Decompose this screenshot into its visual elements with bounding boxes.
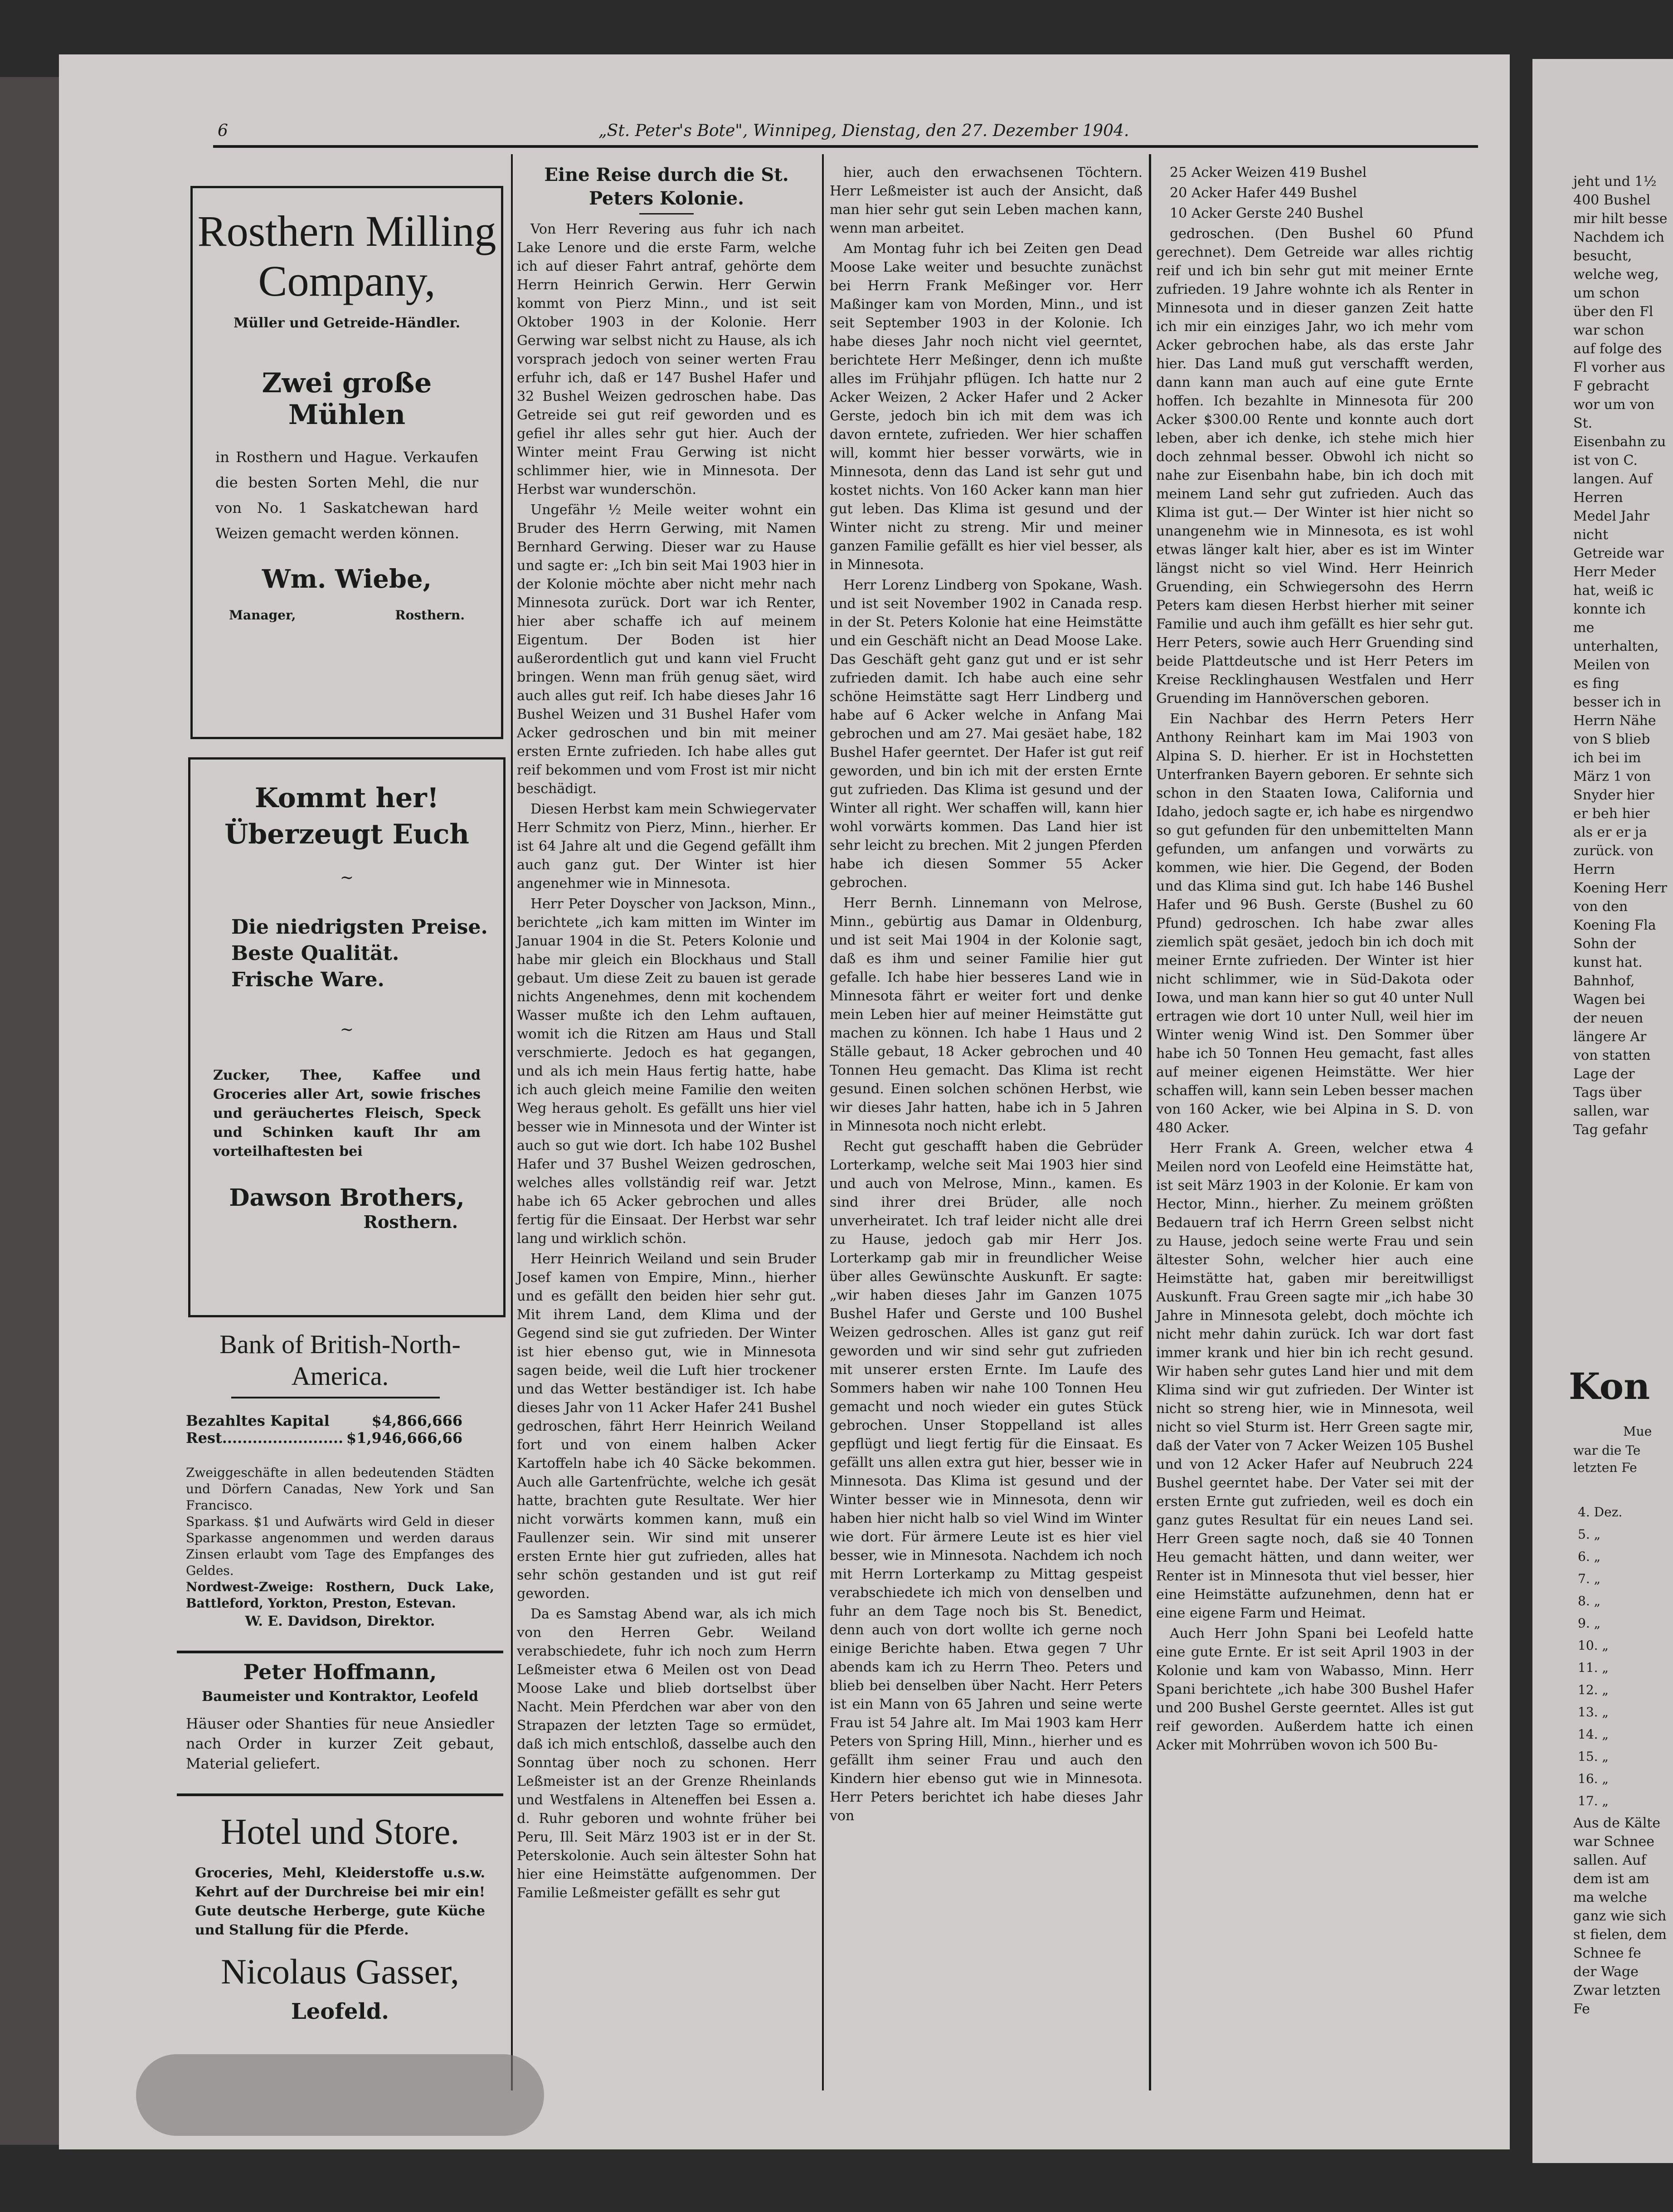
ad-role: Manager, — [229, 608, 296, 623]
gasser-ad — [177, 1809, 503, 2063]
ad-trade: Baumeister und Kontraktor, Leofeld — [201, 1689, 479, 1705]
ad-line-3: Frische Ware. — [231, 968, 384, 991]
ad-body: Groceries, Mehl, Kleiderstoffe u.s.w. Kehrt auf der Durchreise bei mir ein! Gute deutsche Herberge, gute Küche und Stallung für die Pferde. — [195, 1865, 485, 1938]
paid-capital-value: $4,866,666 — [371, 1412, 462, 1429]
article-paragraph: hier, auch den erwachsenen Töchtern. Herr Leßmeister ist auch der Ansicht, daß man hier sehr gut sein Leben machen kann, wenn man arbeitet. — [830, 165, 1143, 236]
article-paragraph: Recht gut geschafft haben die Gebrüder Lorterkamp, welche seit Mai 1903 hier sind und auch von Melrose, Minn., kamen. Es sind ihrer drei Brüder, alle noch unverheiratet. Ich traf leider nicht alle drei zu Hause, jedoch gab mir Herr Jos. Lorterkamp gab mir in freundlicher Weise über alles Gewünschte Auskunft. Er sagte: „wir haben dieses Jahr im Ganzen 1075 Bushel Hafer und Gerste und 100 Bushel Weizen gedroschen. Alles ist ganz gut reif geworden und wir sind sehr gut zufrieden mit unserer ersten Ernte. Im Laufe des Sommers haben wir nahe 100 Tonnen Heu gemacht und noch wieder ein gutes Stück gebrochen. Unser Stoppelland ist alles gepflügt und liegt fertig für die Einsaat. Es gefällt uns allen extra gut hier, besser wie in Minnesota. Das Klima ist gesund und der Winter besser wie in Minnesota, denn wir haben hier nicht halb so viel Wind im Winter wie dort. Für ärmere Leute ist es hier viel besser, wie in Minnesota. Nachdem ich noch mit Herrn Lorterkamp zu Mittag gespeist verabschiedete ich mich von denselben und fuhr an dem Tage noch bis St. Benedict, denn auch von dort wollte ich gerne noch einige Berichte haben. Etwa gegen 7 Uhr abends kam ich zu Herrn Theo. Peters und blieb bei denselben über Nacht. Herr Peters ist ein Mann von 65 Jahren und seine werte Frau ist 54 Jahre alt. Im Mai 1903 kam Herr Peters von Spring Hill, Minn., hierher und es gefällt ihm seiner Frau und auch den Kindern hier ebenso gut wie in Minnesota. Herr Peters berichtet ich habe dieses Jahr von — [830, 1139, 1143, 1824]
bank-ad — [177, 1329, 503, 1637]
ad-body: Häuser oder Shanties für neue Ansiedler nach Order in kurzer Zeit gebaut, Material geliefert. — [186, 1715, 494, 1772]
ornament-icon: ~ — [340, 1020, 354, 1039]
bank-body-2: Sparkass. $1 und Aufwärts wird Geld in dieser Sparkasse angenommen und werden daraus Zinsen erlaubt vom Tage des Empfanges des Geldes. — [186, 1514, 494, 1578]
rest-label: Rest........................ — [186, 1429, 344, 1447]
ad-headline-2: Mühlen — [288, 399, 406, 431]
ad-line-1: Die niedrigsten Preise. — [231, 916, 488, 939]
ad-name: Dawson Brothers, — [229, 1184, 465, 1212]
bank-body-3: Nordwest-Zweige: Rosthern, Duck Lake, Battleford, Yorkton, Preston, Estevan. — [186, 1579, 494, 1611]
newspaper-title: „St. Peter's Bote", Winnipeg, Dienstag, den 27. Dezember 1904. — [598, 122, 1129, 140]
divider — [177, 1793, 503, 1796]
divider — [639, 213, 694, 214]
article-column-1 — [517, 163, 816, 1904]
article-paragraph: Herr Bernh. Linnemann von Melrose, Minn., gebürtig aus Damar in Oldenburg, und ist seit Mai 1904 in der Kolonie sagt, daß es ihm und seiner Familie hier gut gefalle. Ich habe hier besseres Land wie in Minnesota fährt er weiter fort und denke mein Leben hier auf meiner Heimstätte gut machen zu können. Ich habe 1 Haus und 2 Ställe gebaut, 18 Acker gebrochen und 40 Tonnen Heu gemacht. Das Klima ist recht gesund. Einen solchen schönen Herbst, wie wir dieses Jahr hatten, habe ich in 5 Jahren in Minnesota noch nicht erlebt. — [830, 895, 1143, 1134]
ad-place: Rosthern. — [363, 1212, 458, 1232]
bank-name: Bank of British-North-America. — [219, 1330, 461, 1391]
hoffmann-ad — [177, 1655, 503, 1791]
ornament-icon: ~ — [340, 868, 354, 887]
ad-body: in Rosthern und Hague. Verkaufen die besten Sorten Mehl, die nur von No. 1 Saskatchewan hard Weizen gemacht werden können. — [215, 448, 478, 542]
date-row: 10. „ — [1578, 1638, 1609, 1653]
date-row: 7. „ — [1578, 1571, 1601, 1586]
date-row: 6. „ — [1578, 1549, 1601, 1564]
ad-headline-1: Zwei große — [262, 367, 432, 399]
article-title: Eine Reise durch die St. Peters Kolonie. — [544, 164, 789, 209]
article-paragraph: Herr Peter Doyscher von Jackson, Minn., berichtete „ich kam mitten im Winter im Januar 1904 in die St. Peters Kolonie und habe mir gleich ein Blockhaus und Stall gebaut. Um diese Zeit zu bauen ist gerade nichts Angenehmes, denn mit kochendem Wasser mußte ich den Lehm auftauen, womit ich die Ritzen am Haus und Stall verschmierte. Jedoch es hat gegangen, und als ich mein Haus fertig hatte, habe ich auch gleich meine Familie den weiten Weg heraus geholt. Es gefällt uns hier viel besser wie in Minnesota und der Winter ist auch so gut wie dort. Ich habe 102 Bushel Hafer und 37 Bushel Weizen gedroschen, welches alles vollständig reif war. Jetzt habe ich 65 Acker gebrochen und alles fertig für die Einsaat. Der Herbst war sehr lang und wirklich schön. — [517, 896, 816, 1247]
ad-line-2: Beste Qualität. — [231, 942, 399, 965]
article-paragraph: Herr Heinrich Weiland und sein Bruder Josef kamen von Empire, Minn., hierher und es gefällt den beiden hier sehr gut. Mit ihrem Land, dem Klima und der Gegend sind sie gut zufrieden. Der Winter ist hier ebenso gut, wie in Minnesota sagen beide, weil die Luft hier trockener und das Wetter beständiger ist. Ich habe dieses Jahr von 11 Acker Hafer 241 Bushel gedroschen, fährt Herr Heinrich Weiland fort und von einem halben Acker Kartoffeln habe ich 40 Säcke bekommen. Auch alle Gartenfrüchte, welche ich gesät hatte, brachten gute Resultate. Wer hier nicht vorwärts kommen kann, muß ein Faullenzer sein. Wir sind mit unserer ersten Ernte hier gut zufrieden, alles hat sehr schön gestanden und ist gut reif geworden. — [517, 1251, 816, 1602]
article-paragraph: Am Montag fuhr ich bei Zeiten gen Dead Moose Lake weiter und besuchte zunächst bei Herrn Frank Meßinger vor. Herr Maßinger kam von Morden, Minn., und ist seit September 1903 in der Kolonie. Ich habe dieses Jahr noch nicht viel geerntet, berichtete Herr Meßinger, denn ich mußte alles im Frühjahr pflügen. Ich hatte nur 2 Acker Weizen, 2 Acker Hafer und 2 Acker Gerste, jedoch bin ich mit dem was ich davon erntete, zufrieden. Wer hier schaffen will, kommt hier besser vorwärts, wie in Minnesota, denn das Land ist sehr gut und kostet nichts. Von 160 Acker kann man hier gut leben. Das Klima ist gesund und der Winter nicht zu streng. Mir und meiner ganzen Familie gefällt es hier viel besser, als in Minnesota. — [830, 241, 1143, 573]
next-page-column-1: jeht und 1½ 400 Bushel mir hilt besse Nachdem ich besucht, welche weg, um schon über den Fl war schon auf folge des Fl vorher aus F gebracht wor um von St. Eisenbahn zu ist von C. langen. Auf Herren Medel Jahr nicht Getreide war Herr Meder hat, weiß ic konnte ich me unterhalten, Meilen von es fing besser ich in Herrn Nähe von S blieb ich bei im März 1 von Snyder hier er beh hier als er er ja zurück. von Herrn Koening Herr von den Koening Fla Sohn der kunst hat. Bahnhof, Wagen bei der neuen längere Ar von statten Lage der Tags über sallen, war Tag gefahr — [1573, 174, 1668, 1138]
date-row: 11. „ — [1578, 1660, 1609, 1675]
article-paragraph: Ungefähr ½ Meile weiter wohnt ein Bruder des Herrn Gerwing, mit Namen Bernhard Gerwing. Dieser war zu Hause und sagte er: „Ich bin seit Mai 1903 hier in der Kolonie möchte aber nicht mehr nach Minnesota zurück. Dort war ich Renter, hier aber schaffe ich auf meinem Eigentum. Der Boden ist hier außerordentlich gut und kann viel Frucht bringen. Wenn man früh genug säet, wird auch alles gut reif. Ich habe dieses Jahr 16 Bushel Weizen und 31 Bushel Hafer vom Acker gedroschen und bin mit meiner ersten Ernte zufrieden. Ich habe alles gut reif bekommen und vom Frost ist mir nicht beschädigt. — [517, 502, 816, 797]
date-row: 4. Dez. — [1578, 1505, 1623, 1520]
next-page-sub2: war die Te letzten Fe — [1573, 1443, 1641, 1475]
article-paragraph: 10 Acker Gerste 240 Bushel — [1170, 205, 1364, 221]
date-row: 9. „ — [1578, 1616, 1601, 1631]
date-row: 5. „ — [1578, 1527, 1601, 1542]
ad-headline-2: Überzeugt Euch — [224, 819, 469, 850]
next-page-heading: Kon — [1569, 1365, 1650, 1408]
date-row: 16. „ — [1578, 1771, 1609, 1786]
date-row: 8. „ — [1578, 1593, 1601, 1608]
paid-capital-label: Bezahltes Kapital — [186, 1412, 330, 1429]
date-row: 14. „ — [1578, 1727, 1609, 1742]
ad-place: Rosthern. — [395, 608, 465, 623]
divider — [231, 1397, 440, 1398]
ad-headline-1: Kommt her! — [254, 782, 439, 814]
date-row: 12. „ — [1578, 1682, 1609, 1697]
article-paragraph: Herr Frank A. Green, welcher etwa 4 Meilen nord von Leofeld eine Heimstätte hat, ist seit März 1903 in der Kolonie. Er kam von Hector, Minn., hierher. Zu meinem größten Bedauern traf ich Herrn Green selbst nicht zu Hause, jedoch seine werte Frau und sein ältester Sohn, welcher hier auch eine Heimstätte hat, gaben mir bereitwilligst Auskunft. Frau Green sagte mir „ich habe 30 Jahre in Minnesota gelebt, doch möchte ich nicht mehr dahin zurück. Ich war dort fast immer krank und hier bin ich recht gesund. Wir haben sehr gutes Land hier und mit dem Klima sind wir gut zufrieden. Der Winter ist nicht so streng hier, wie in Minnesota, weil nicht so viel Sturm ist. Herr Green sagte mir, daß der Vater von 7 Acker Weizen 105 Bushel und von 12 Acker Hafer auf Neubruch 224 Bushel geerntet habe. Der Vater sei mit der ersten Ernte gut zufrieden, weil es doch ein ganz gutes Resultat für ein neues Land sei. Herr Green sagte noch, daß sie 40 Tonnen Heu gemacht hätten, und dann weiter, wer Renter ist in Minnesota thut viel besser, hier eine Heimstätte aufzunehmen, denn hat er eine eigene Farm und Heimat. — [1156, 1140, 1474, 1621]
article-paragraph: Diesen Herbst kam mein Schwiegervater Herr Schmitz von Pierz, Minn., hierher. Er ist 64 Jahre alt und die Gegend gefällt ihm auch ganz gut. Der Winter ist hier angenehmer wie in Minnesota. — [517, 801, 816, 892]
article-paragraph: 25 Acker Weizen 419 Bushel — [1170, 165, 1367, 180]
rest-value: $1,946,666,66 — [346, 1429, 462, 1447]
next-page-dates — [1578, 1501, 1668, 1812]
date-row: 13. „ — [1578, 1705, 1609, 1720]
bank-body-1: Zweiggeschäfte in allen bedeutenden Städten und Dörfern Canadas, New York und San Francisco. — [186, 1465, 494, 1513]
column-rule-1 — [511, 154, 513, 2090]
page-number: 6 — [218, 122, 228, 140]
date-row: 15. „ — [1578, 1749, 1609, 1764]
article-column-3 — [1156, 163, 1474, 1756]
thumb-shadow — [136, 2054, 544, 2136]
ad-place: Leofeld. — [291, 1999, 389, 2024]
article-paragraph: Herr Lorenz Lindberg von Spokane, Wash. und ist seit November 1902 in Canada resp. in der St. Peters Kolonie hat eine Heimstätte und ein Geschäft nicht an Dead Moose Lake. Das Geschäft geht ganz gut und er ist sehr zufrieden damit. Ich habe auch eine sehr schöne Heimstätte sagt Herr Lindberg und habe auf 6 Acker welche in Anfang Mai gebrochen und am 27. Mai gesäet habe, 182 Bushel Hafer geerntet. Der Hafer ist gut reif geworden, und bin ich mit der ersten Ernte gut zufrieden. Das Klima ist gesund und der Winter all right. Wer schaffen will, kann hier wohl vorwärts kommen. Das Land hier ist sehr leicht zu brechen. Mit 2 jungen Pferden habe ich diesen Sommer 55 Acker gebrochen. — [830, 577, 1143, 891]
page-header — [218, 122, 1460, 142]
column-rule-3 — [1149, 154, 1151, 2090]
bank-director: W. E. Davidson, Direktor. — [245, 1613, 435, 1629]
next-page-strip — [1532, 59, 1673, 2163]
article-column-2 — [830, 163, 1143, 1827]
ad-person: Wm. Wiebe, — [262, 564, 432, 594]
ad-body: Zucker, Thee, Kaffee und Groceries aller Art, sowie frisches und geräuchertes Fleisch, Speck und Schinken kauft Ihr am vorteilhaftesten bei — [213, 1067, 481, 1160]
ad-company-name-1: Rosthern Milling — [197, 207, 496, 255]
article-paragraph: 20 Acker Hafer 449 Bushel — [1170, 185, 1357, 201]
next-page-column-2: Aus de Kälte war Schnee sallen. Auf dem ist am ma welche ganz wie sich st fielen, dem Schnee fe der Wage Zwar letzten Fe — [1573, 1815, 1667, 2017]
column-rule-2 — [822, 154, 824, 2090]
article-paragraph: gedroschen. (Den Bushel 60 Pfund gerechnet). Dem Getreide war alles richtig reif und ich bin sehr gut mit meiner Ernte zufrieden. 19 Jahre wohnte ich als Renter in Minnesota und in dieser ganzen Zeit hatte ich mir ein einziges Jahr, wo ich mehr vom Acker gebrochen habe, als das erste Jahr hier. Das Land muß gut verschafft werden, dann kann man auch auf eine gute Ernte hoffen. Ich bezahlte in Minnesota für 200 Acker $300.00 Rente und konnte auch dort leben, aber ich denke, ich stehe mich hier doch zehnmal besser. Obwohl ich nicht so nahe zur Eisenbahn habe, bin ich doch mit meinem Land sehr gut zufrieden. Auch das Klima ist gut.— Der Winter ist hier nicht so unangenehm wie in Minnesota, es ist wohl etwas länger kalt hier, aber es ist im Winter längst nicht so viel Wind. Herr Heinrich Gruending, ein Schwiegersohn des Herrn Peters kam diesen Herbst hierher mit seiner Familie und auch ihm gefällt es hier sehr gut. Herr Peters, sowie auch Herr Gruending sind beide Plattdeutsche und ist Herr Peters im Kreise Recklinghausen Westfalen und Herr Gruending im Hannöverschen geboren. — [1156, 226, 1474, 706]
divider — [177, 1651, 503, 1653]
date-row: 17. „ — [1578, 1793, 1609, 1808]
ad-name: Nicolaus Gasser, — [221, 1952, 459, 1991]
article-paragraph: Auch Herr John Spani bei Leofeld hatte eine gute Ernte. Er ist seit April 1903 in der Kolonie und kam von Wabasso, Minn. Herr Spani berichtete „ich habe 300 Bushel Hafer und 200 Bushel Gerste geerntet. Alles ist gut reif geworden. Außerdem hatte ich einen Acker mit Mohrrüben wovon ich 500 Bu- — [1156, 1626, 1474, 1753]
article-column-1-body — [517, 220, 816, 1902]
ad-headline: Hotel und Store. — [220, 1812, 460, 1852]
rosthern-milling-ad — [190, 186, 503, 739]
article-paragraph: Da es Samstag Abend war, als ich mich von den Herren Gebr. Weiland verabschiedete, fuhr ich noch zum Herrn Leßmeister etwa 6 Meilen ost von Dead Moose Lake und blieb dortselbst über Nacht. Mein Pferdchen war aber von den Strapazen der letzten Tage so ermüdet, daß ich mich entschloß, dasselbe auch den Sonntag über noch zu schonen. Herr Leßmeister ist an der Grenze Rheinlands und Westfalens in Alteneffen bei Essen a. d. Ruhr geboren und wohnte früher bei Peru, Ill. Seit März 1903 ist er in der St. Peterskolonie. Auch sein ältester Sohn hat hier eine Heimstätte aufgenommen. Der Familie Leßmeister gefällt es sehr gut — [517, 1606, 816, 1901]
ad-company-name-2: Company, — [258, 257, 436, 305]
header-rule — [213, 145, 1478, 148]
article-paragraph: Von Herr Revering aus fuhr ich nach Lake Lenore und die erste Farm, welche ich auf dieser Fahrt antraf, gehörte dem Herrn Heinrich Gerwin. Herr Gerwin kommt von Pierz Minn., und ist seit Oktober 1903 in der Kolonie. Herr Gerwing war selbst nicht zu Hause, als ich vorsprach jedoch von seiner werten Frau erfuhr ich, daß er 147 Bushel Hafer und 32 Bushel Weizen gedroschen habe. Das Getreide sei gut reif geworden und es gefiel ihr alles sehr gut hier. Auch der Winter meint Frau Gerwing ist nicht schlimmer hier, wie in Minnesota. Der Herbst war wunderschön. — [517, 221, 816, 497]
ad-name: Peter Hoffmann, — [243, 1660, 437, 1684]
next-page-sub1: Mue — [1623, 1424, 1652, 1439]
ad-company-subtitle: Müller und Getreide-Händler. — [233, 315, 461, 331]
article-paragraph: Ein Nachbar des Herrn Peters Herr Anthony Reinhart kam im Mai 1903 von Alpina S. D. hierher. Er ist in Hochstetten Unterfranken Bayern geboren. Er sehnte sich schon in den Staaten Iowa, California und Idaho, jedoch sagte er, ich habe es nirgendwo so gut gefunden für den unbemittelten Mann gefunden, um anfangen und vorwärts zu kommen, wie hier. Die Gegend, der Boden und das Klima sind gut. Ich habe 146 Bushel Hafer und 96 Bush. Gerste (Bushel zu 60 Pfund) gedroschen. Ich habe zwar alles ziemlich spät gesäet, jedoch bin ich doch mit meiner Ernte zufrieden. Der Winter ist hier nicht schlimmer, wie in Süd-Dakota oder Iowa, und man kann hier so gut 40 unter Null ertragen wie dort 10 unter Null, weil hier im Winter wenig Wind ist. Den Sommer über habe ich 50 Tonnen Heu gemacht, fast alles auf meiner eigenen Heimstätte. Wer hier schaffen will, kann sein Leben besser machen von 160 Acker, wie bei Alpina in S. D. von 480 Acker. — [1156, 711, 1474, 1136]
dawson-brothers-ad — [188, 757, 506, 1317]
